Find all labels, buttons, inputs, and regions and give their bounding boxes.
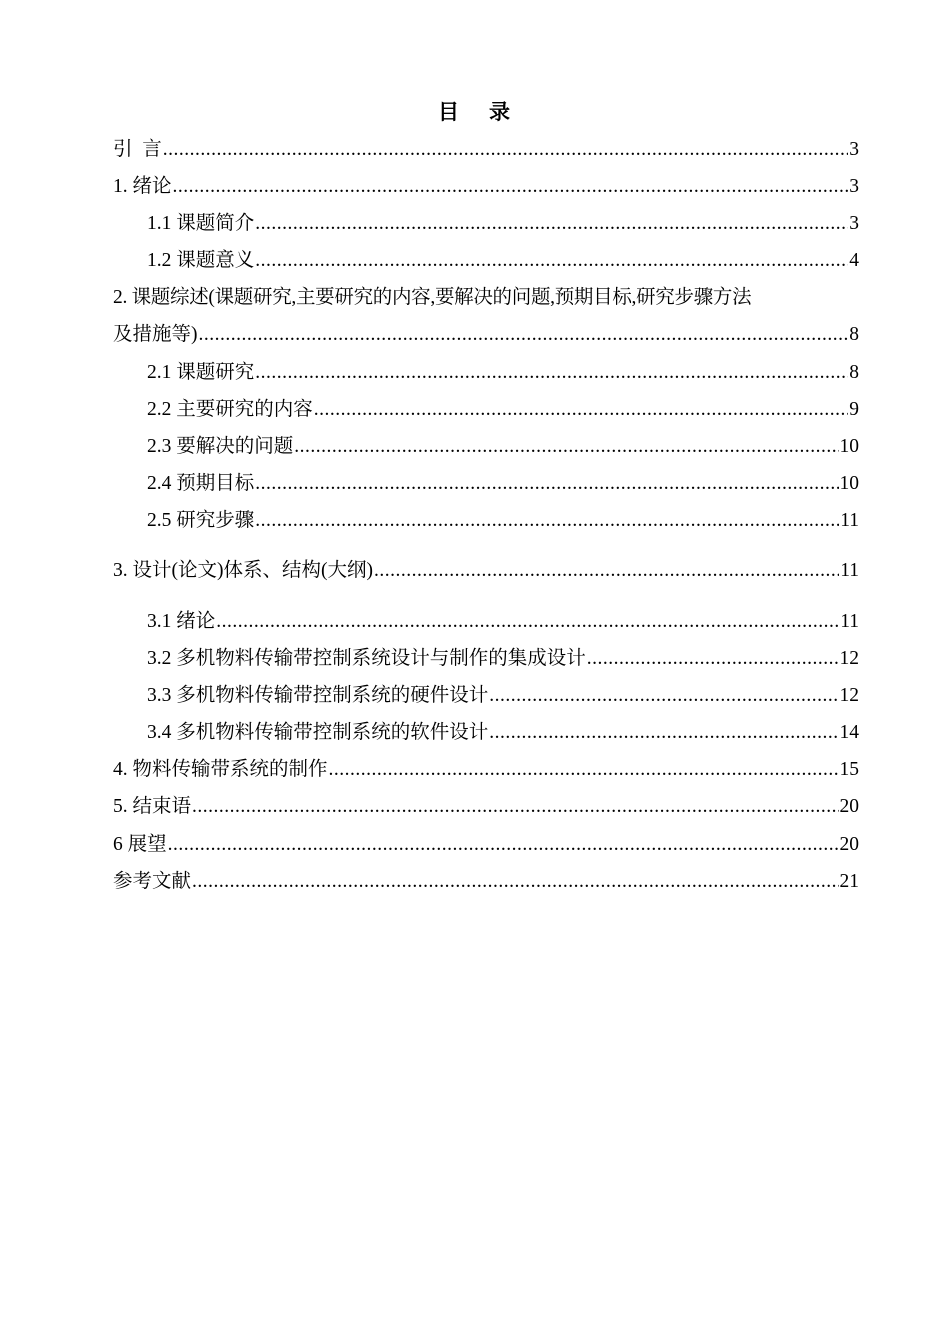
- toc-leader-dots: [587, 646, 839, 672]
- toc-entry-page: 11: [840, 560, 859, 581]
- toc-entry-label: 6 展望: [113, 834, 167, 855]
- toc-entry-label: 2.2 主要研究的内容: [147, 399, 313, 420]
- toc-entry-page: 11: [840, 510, 859, 531]
- toc-entry-1-2[interactable]: [147, 248, 859, 274]
- toc-entry-intro[interactable]: [113, 137, 859, 163]
- toc-leader-dots: [255, 211, 848, 237]
- toc-entry-2-2[interactable]: [147, 397, 859, 423]
- toc-entry-page: 20: [839, 796, 859, 817]
- toc-entry-label: 2.5 研究步骤: [147, 510, 255, 531]
- toc-leader-dots: [173, 174, 849, 200]
- toc-leader-dots: [255, 360, 848, 386]
- toc-entry-page: 12: [839, 685, 859, 706]
- toc-entry-page: 3: [849, 213, 859, 234]
- toc-leader-dots: [199, 322, 849, 348]
- toc-entry-page: 20: [839, 834, 859, 855]
- toc-entry-3-4[interactable]: [147, 720, 859, 746]
- toc-entry-label: 3.1 绪论: [147, 611, 216, 632]
- toc-entry-ch4[interactable]: [113, 757, 859, 783]
- toc-entry-page: 3: [849, 176, 859, 197]
- toc-entry-page: 10: [839, 436, 859, 457]
- toc-leader-dots: [192, 869, 838, 895]
- toc-entry-page: 8: [849, 362, 859, 383]
- toc-entry-label: 2.1 课题研究: [147, 362, 255, 383]
- toc-entry-ch3[interactable]: [113, 558, 859, 584]
- toc-leader-dots: [489, 683, 838, 709]
- toc-leader-dots: [489, 720, 838, 746]
- toc-entry-ch2[interactable]: [113, 322, 859, 348]
- toc-entry-label: 2.4 预期目标: [147, 473, 255, 494]
- toc-entry-label: 3.4 多机物料传输带控制系统的软件设计: [147, 722, 489, 743]
- toc-entry-page: 3: [849, 139, 859, 160]
- toc-entry-page: 15: [839, 759, 859, 780]
- toc-entry-ch1[interactable]: [113, 174, 859, 200]
- toc-entry-3-3[interactable]: [147, 683, 859, 709]
- toc-leader-dots: [374, 558, 839, 584]
- toc-entry-label: 4. 物料传输带系统的制作: [113, 759, 328, 780]
- toc-entry-ch6[interactable]: [113, 832, 859, 858]
- toc-entry-1-1[interactable]: [147, 211, 859, 237]
- toc-entry-label: 2.3 要解决的问题: [147, 436, 294, 457]
- toc-leader-dots: [255, 471, 838, 497]
- toc-leader-dots: [294, 434, 838, 460]
- toc-entry-references[interactable]: [113, 869, 859, 895]
- toc-entry-page: 4: [849, 250, 859, 271]
- toc-entry-page: 11: [840, 611, 859, 632]
- toc-title: [0, 96, 950, 128]
- toc-entry-2-3[interactable]: [147, 434, 859, 460]
- toc-entry-label: 引 言: [113, 139, 162, 160]
- toc-entry-page: 9: [849, 399, 859, 420]
- toc-entry-2-1[interactable]: [147, 360, 859, 386]
- toc-leader-dots: [255, 508, 839, 534]
- toc-leader-dots: [314, 397, 848, 423]
- toc-leader-dots: [255, 248, 848, 274]
- toc-entry-label: 3. 设计(论文)体系、结构(大纲): [113, 560, 373, 581]
- toc-leader-dots: [163, 137, 848, 163]
- toc-title-part2: 录: [489, 100, 512, 124]
- toc-entry-label: 1.2 课题意义: [147, 250, 255, 271]
- toc-entry-label: 1. 绪论: [113, 176, 172, 197]
- toc-entry-label: 3.3 多机物料传输带控制系统的硬件设计: [147, 685, 489, 706]
- toc-entry-3-1[interactable]: [147, 609, 859, 635]
- toc-entry-2-4[interactable]: [147, 471, 859, 497]
- toc-leader-dots: [192, 794, 838, 820]
- toc-entry-page: 14: [839, 722, 859, 743]
- toc-title-part1: 目: [438, 100, 461, 124]
- toc-entry-page: 8: [849, 324, 859, 345]
- toc-entry-ch2-line1[interactable]: 2. 课题综述(课题研究,主要研究的内容,要解决的问题,预期目标,研究步骤方法: [113, 287, 752, 308]
- toc-entry-label: 1.1 课题简介: [147, 213, 255, 234]
- toc-entry-label: 5. 结束语: [113, 796, 192, 817]
- toc-entry-label: 参考文献: [113, 871, 192, 892]
- toc-leader-dots: [168, 832, 839, 858]
- toc-entry-page: 21: [839, 871, 859, 892]
- toc-entry-label: 及措施等): [113, 324, 198, 345]
- toc-entry-3-2[interactable]: [147, 646, 859, 672]
- toc-leader-dots: [329, 757, 839, 783]
- toc-entry-page: 12: [839, 648, 859, 669]
- toc-entry-label: 3.2 多机物料传输带控制系统设计与制作的集成设计: [147, 648, 586, 669]
- toc-leader-dots: [216, 609, 839, 635]
- toc-entry-ch5[interactable]: [113, 794, 859, 820]
- toc-entry-page: 10: [839, 473, 859, 494]
- toc-entry-2-5[interactable]: [147, 508, 859, 534]
